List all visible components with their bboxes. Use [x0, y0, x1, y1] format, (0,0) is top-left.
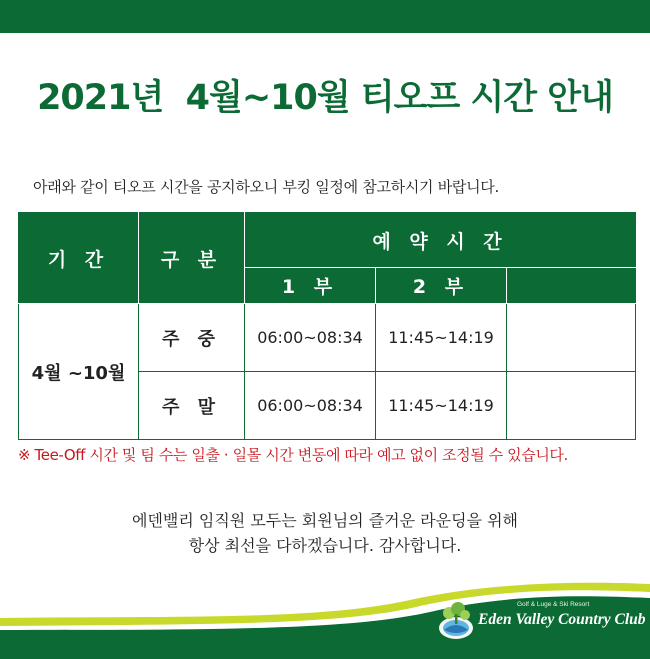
- part2-time-cell: 11:45~14:19: [376, 372, 507, 440]
- eden-valley-logo: [436, 600, 646, 645]
- page-title: 2021년 4월~10월 티오프 시간 안내: [37, 78, 613, 118]
- part1-time-cell: 06:00~08:34: [245, 372, 376, 440]
- closing-line: 에덴밸리 임직원 모두는 회원님의 즐거운 라운딩을 위해: [131, 511, 518, 530]
- closing-message: [0, 508, 650, 558]
- notice-text: ※ Tee-Off 시간 및 팀 수는 일출 · 일몰 시간 변동에 따라 예고 없이 조정될 수 있습니다.: [18, 446, 568, 464]
- header-empty: [507, 268, 636, 304]
- header-reservation-time: 예 약 시 간: [245, 213, 636, 268]
- table-row: [19, 304, 636, 372]
- header-period: 기 간: [19, 213, 139, 304]
- logo-subtitle: Golf & Luge & Ski Resort: [517, 601, 590, 608]
- header-part1: 1 부: [245, 268, 376, 304]
- header-part2: 2 부: [376, 268, 507, 304]
- empty-cell: [507, 372, 636, 440]
- header-category: 구 분: [139, 213, 245, 304]
- top-banner-bar: [0, 0, 650, 33]
- period-cell: 4월 ~10월: [19, 304, 139, 440]
- empty-cell: [507, 304, 636, 372]
- category-cell: 주 말: [139, 372, 245, 440]
- tee-off-schedule-table: [18, 212, 636, 440]
- eden-valley-emblem-icon: [436, 600, 476, 642]
- intro-text: 아래와 같이 티오프 시간을 공지하오니 부킹 일정에 참고하시기 바랍니다.: [33, 178, 499, 196]
- category-cell: 주 중: [139, 304, 245, 372]
- logo-name: Eden Valley Country Club: [478, 611, 646, 628]
- part1-time-cell: 06:00~08:34: [245, 304, 376, 372]
- part2-time-cell: 11:45~14:19: [376, 304, 507, 372]
- closing-line: 항상 최선을 다하겠습니다. 감사합니다.: [188, 536, 462, 555]
